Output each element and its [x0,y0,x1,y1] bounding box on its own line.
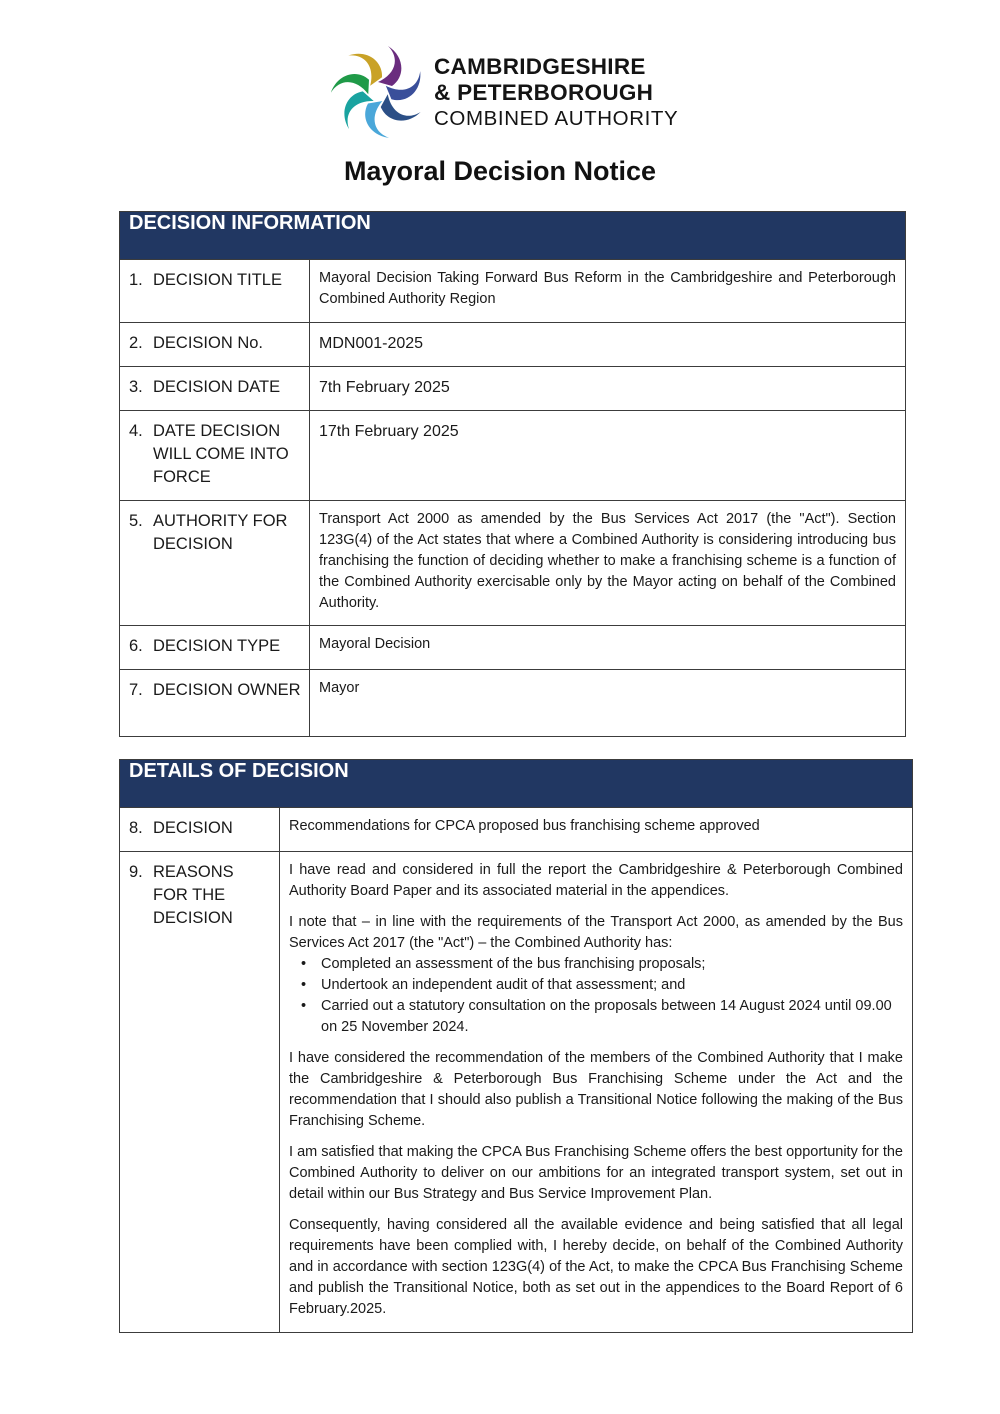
org-name-line-2: & PETERBOROUGH [434,80,654,105]
page-title: Mayoral Decision Notice [343,156,657,186]
org-name-line-1: CAMBRIDGESHIRE [434,54,646,79]
reasons-bullet-list [289,954,903,1038]
table-row [120,626,906,670]
reasons-value [280,852,913,1333]
decision-label: DECISION [153,819,233,837]
row-label [120,501,310,626]
table-row [120,367,906,411]
decision-type-label: DECISION TYPE [153,637,281,655]
date-in-force-label: DATE DECISION WILL COME INTO FORCE [153,422,289,486]
row-label [120,626,310,670]
table-row [120,501,906,626]
decision-date-label: DECISION DATE [153,378,281,396]
organisation-name [434,54,678,132]
table-row [120,670,906,737]
row-label [120,808,280,852]
row-label [120,367,310,411]
list-item: • Completed an assessment of the bus franchising proposals; [321,954,903,975]
row-label [120,411,310,501]
row-number: 3. [129,378,143,396]
row-number: 4. [129,422,143,440]
reasons-paragraph-1: I have read and considered in full the report the Cambridgeshire & Peterborough Combined Authority Board Paper and its associated material in the appendices. [289,862,903,899]
row-number: 2. [129,334,143,352]
row-label [120,323,310,367]
reasons-label: REASONS FOR THE DECISION [153,863,234,927]
row-label [120,670,310,737]
decision-owner-label: DECISION OWNER [153,681,301,699]
org-name-line-3: COMBINED AUTHORITY [434,107,679,130]
decision-title-value: Mayoral Decision Taking Forward Bus Reform in the Cambridgeshire and Peterborough Combined Authority Region [310,260,906,323]
reasons-paragraph-2: I note that – in line with the requirements of the Transport Act 2000, as amended by the Bus Services Act 2017 (the "Act") – the Combined Authority has: [289,914,903,951]
decision-date-value: 7th February 2025 [310,367,906,411]
details-of-decision-table [119,759,913,1333]
list-item: • Undertook an independent audit of that assessment; and [321,975,903,996]
row-number: 7. [129,681,143,699]
date-in-force-value: 17th February 2025 [310,411,906,501]
list-item: • Carried out a statutory consultation on the proposals between 14 August 2024 until 09.00 on 25 November 2024. [321,996,903,1038]
section-heading-decision-information: DECISION INFORMATION [120,212,906,260]
table-row [120,411,906,501]
decision-number-label: DECISION No. [153,334,264,352]
reasons-paragraph-4: I am satisfied that making the CPCA Bus Franchising Scheme offers the best opportunity for the Combined Authority to deliver on our ambitions for an integrated transport system, set out in detail within our Bus Strategy and Bus Service Improvement Plan. [289,1144,903,1202]
section-heading-details-of-decision: DETAILS OF DECISION [120,760,913,808]
row-label [120,260,310,323]
table-header-row [120,760,913,808]
decision-information-table [119,211,906,737]
decision-owner-value: Mayor [310,670,906,737]
row-number: 1. [129,271,143,289]
row-number: 9. [129,863,143,881]
decision-number-value: MDN001-2025 [310,323,906,367]
table-row [120,808,913,852]
table-row [120,852,913,1333]
authority-for-decision-label: AUTHORITY FOR DECISION [153,512,288,553]
row-label [120,852,280,1333]
table-row [120,323,906,367]
organisation-logo [330,44,680,140]
reasons-paragraph-5: Consequently, having considered all the available evidence and being satisfied that all legal requirements have been complied with, I hereby decide, on behalf of the Combined Authority and in accordance with section 123G(4) of the Act, to make the CPCA Bus Franchising Scheme and publish the Transitional Notice, both as set out in the appendices to the Board Report of 6 February.2025. [289,1217,903,1317]
decision-value: Recommendations for CPCA proposed bus franchising scheme approved [280,808,913,852]
decision-type-value: Mayoral Decision [310,626,906,670]
decision-title-label: DECISION TITLE [153,271,282,289]
table-row [120,260,906,323]
cpca-pinwheel-logo-icon [330,44,426,140]
row-number: 8. [129,819,143,837]
authority-for-decision-value: Transport Act 2000 as amended by the Bus Services Act 2017 (the "Act"). Section 123G(4) of the Act states that where a Combined Authority is considering introducing bus franchising the function of deciding whether to make a franchising scheme is a function of the Combined Authority exercisable only by the Mayor acting on behalf of the Combined Authority. [310,501,906,626]
table-header-row [120,212,906,260]
row-number: 5. [129,512,143,530]
reasons-paragraph-3: I have considered the recommendation of the members of the Combined Authority that I make the Cambridgeshire & Peterborough Bus Franchising Scheme under the Act and the recommendation that I should also publish a Transitional Notice following the making of the Bus Franchising Scheme. [289,1050,903,1129]
row-number: 6. [129,637,143,655]
